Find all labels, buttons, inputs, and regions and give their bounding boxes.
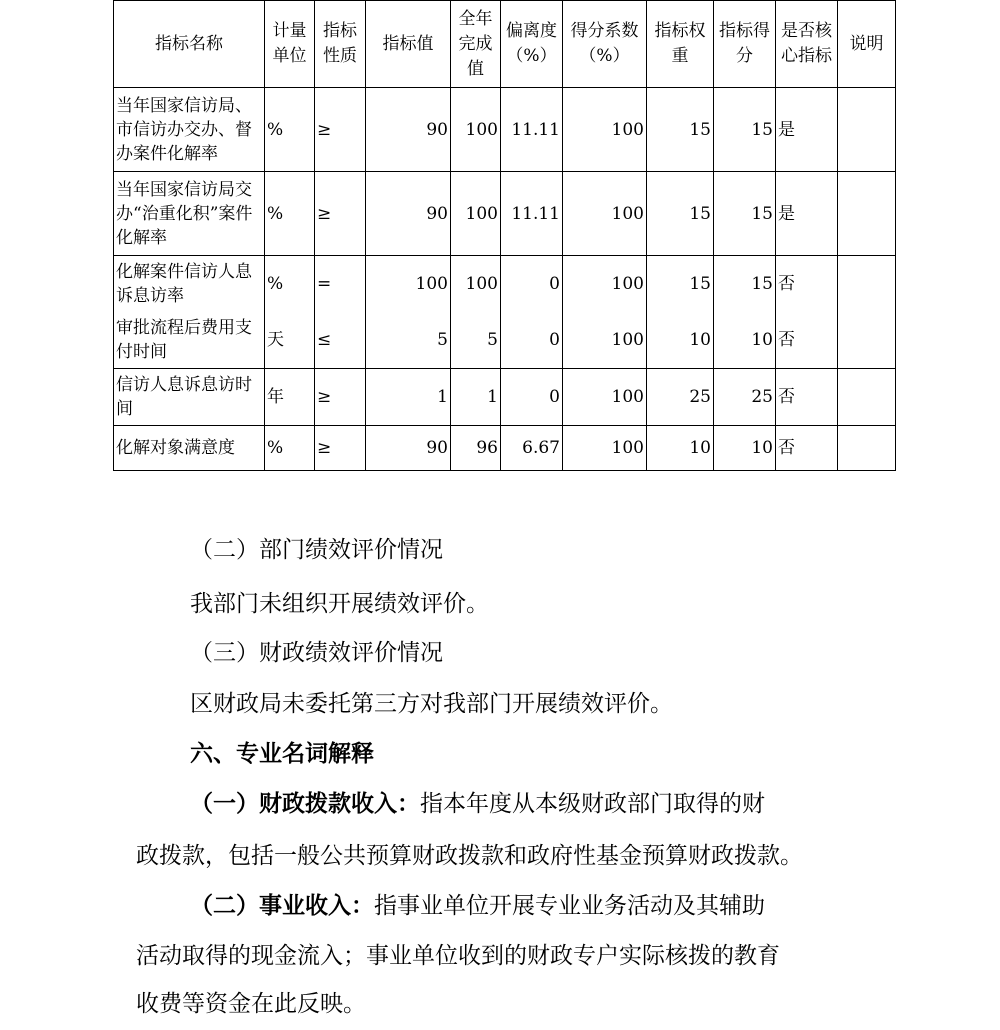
table-row bbox=[114, 88, 896, 172]
row-coef: 100 bbox=[563, 426, 647, 471]
row-unit: 天 bbox=[265, 312, 315, 369]
row-score: 25 bbox=[714, 369, 776, 426]
row-core: 是 bbox=[776, 172, 838, 256]
row-note bbox=[838, 369, 896, 426]
row-deviation: 0 bbox=[501, 256, 563, 312]
row-unit: % bbox=[265, 426, 315, 471]
row-weight: 15 bbox=[647, 172, 714, 256]
row-note bbox=[838, 312, 896, 369]
row-nature: ≥ bbox=[315, 369, 366, 426]
row-name: 信访人息诉息访时间 bbox=[114, 369, 265, 426]
table-row bbox=[114, 369, 896, 426]
row-score: 15 bbox=[714, 172, 776, 256]
fin-eval-text: 区财政局未委托第三方对我部门开展绩效评价。 bbox=[190, 691, 673, 717]
row-target: 90 bbox=[366, 426, 451, 471]
header-weight: 指标权重 bbox=[647, 1, 714, 88]
row-note bbox=[838, 88, 896, 172]
row-nature: ≥ bbox=[315, 88, 366, 172]
row-weight: 25 bbox=[647, 369, 714, 426]
row-target: 1 bbox=[366, 369, 451, 426]
term2-line2: 活动取得的现金流入；事业单位收到的财政专户实际核拨的教育 bbox=[136, 943, 780, 969]
term1-line1 bbox=[190, 778, 765, 830]
row-score: 10 bbox=[714, 426, 776, 471]
row-target: 90 bbox=[366, 88, 451, 172]
table-header-row bbox=[114, 1, 896, 88]
table-row bbox=[114, 256, 896, 312]
row-coef: 100 bbox=[563, 369, 647, 426]
row-core: 是 bbox=[776, 88, 838, 172]
row-core: 否 bbox=[776, 369, 838, 426]
header-deviation: 偏离度（%） bbox=[501, 1, 563, 88]
row-actual: 1 bbox=[451, 369, 501, 426]
term2-text: 指事业单位开展专业业务活动及其辅助 bbox=[374, 893, 765, 919]
table-row bbox=[114, 426, 896, 471]
header-score: 指标得分 bbox=[714, 1, 776, 88]
term1-text: 指本年度从本级财政部门取得的财 bbox=[420, 791, 765, 817]
row-coef: 100 bbox=[563, 172, 647, 256]
header-note: 说明 bbox=[838, 1, 896, 88]
dept-eval-heading: （二）部门绩效评价情况 bbox=[190, 537, 443, 563]
row-deviation: 6.67 bbox=[501, 426, 563, 471]
row-nature: ≥ bbox=[315, 172, 366, 256]
row-weight: 15 bbox=[647, 88, 714, 172]
row-actual: 5 bbox=[451, 312, 501, 369]
performance-indicator-table bbox=[113, 0, 896, 471]
row-coef: 100 bbox=[563, 256, 647, 312]
row-weight: 10 bbox=[647, 312, 714, 369]
row-core: 否 bbox=[776, 312, 838, 369]
header-nature: 指标性质 bbox=[315, 1, 366, 88]
row-unit: % bbox=[265, 256, 315, 312]
row-note bbox=[838, 256, 896, 312]
row-target: 5 bbox=[366, 312, 451, 369]
header-core: 是否核心指标 bbox=[776, 1, 838, 88]
row-unit: 年 bbox=[265, 369, 315, 426]
row-weight: 15 bbox=[647, 256, 714, 312]
row-name: 化解案件信访人息诉息访率 bbox=[114, 256, 265, 312]
term2-line3: 收费等资金在此反映。 bbox=[136, 991, 366, 1017]
row-note bbox=[838, 426, 896, 471]
row-score: 15 bbox=[714, 88, 776, 172]
row-score: 15 bbox=[714, 256, 776, 312]
row-core: 否 bbox=[776, 426, 838, 471]
fin-eval-heading: （三）财政绩效评价情况 bbox=[190, 640, 443, 666]
row-name: 当年国家信访局、市信访办交办、督办案件化解率 bbox=[114, 88, 265, 172]
row-weight: 10 bbox=[647, 426, 714, 471]
header-actual: 全年完成值 bbox=[451, 1, 501, 88]
row-unit: % bbox=[265, 88, 315, 172]
header-coef: 得分系数（%） bbox=[563, 1, 647, 88]
glossary-heading: 六、专业名词解释 bbox=[190, 741, 374, 767]
row-note bbox=[838, 172, 896, 256]
row-deviation: 0 bbox=[501, 369, 563, 426]
term2-line1 bbox=[190, 880, 765, 932]
row-actual: 100 bbox=[451, 256, 501, 312]
row-target: 100 bbox=[366, 256, 451, 312]
header-name: 指标名称 bbox=[114, 1, 265, 88]
row-nature: = bbox=[315, 256, 366, 312]
row-nature: ≤ bbox=[315, 312, 366, 369]
row-core: 否 bbox=[776, 256, 838, 312]
row-coef: 100 bbox=[563, 312, 647, 369]
row-deviation: 11.11 bbox=[501, 172, 563, 256]
table-row bbox=[114, 172, 896, 256]
header-unit: 计量单位 bbox=[265, 1, 315, 88]
row-target: 90 bbox=[366, 172, 451, 256]
row-score: 10 bbox=[714, 312, 776, 369]
row-unit: % bbox=[265, 172, 315, 256]
row-actual: 100 bbox=[451, 172, 501, 256]
row-deviation: 11.11 bbox=[501, 88, 563, 172]
row-actual: 96 bbox=[451, 426, 501, 471]
table-row bbox=[114, 312, 896, 369]
row-name: 化解对象满意度 bbox=[114, 426, 265, 471]
row-coef: 100 bbox=[563, 88, 647, 172]
row-nature: ≥ bbox=[315, 426, 366, 471]
term1-line2: 政拨款，包括一般公共预算财政拨款和政府性基金预算财政拨款。 bbox=[136, 843, 803, 869]
row-name: 审批流程后费用支付时间 bbox=[114, 312, 265, 369]
term1-label: （一）财政拨款收入： bbox=[190, 791, 420, 817]
term2-label: （二）事业收入： bbox=[190, 893, 374, 919]
row-name: 当年国家信访局交办“治重化积”案件化解率 bbox=[114, 172, 265, 256]
header-target: 指标值 bbox=[366, 1, 451, 88]
row-deviation: 0 bbox=[501, 312, 563, 369]
row-actual: 100 bbox=[451, 88, 501, 172]
dept-eval-text: 我部门未组织开展绩效评价。 bbox=[190, 591, 489, 617]
